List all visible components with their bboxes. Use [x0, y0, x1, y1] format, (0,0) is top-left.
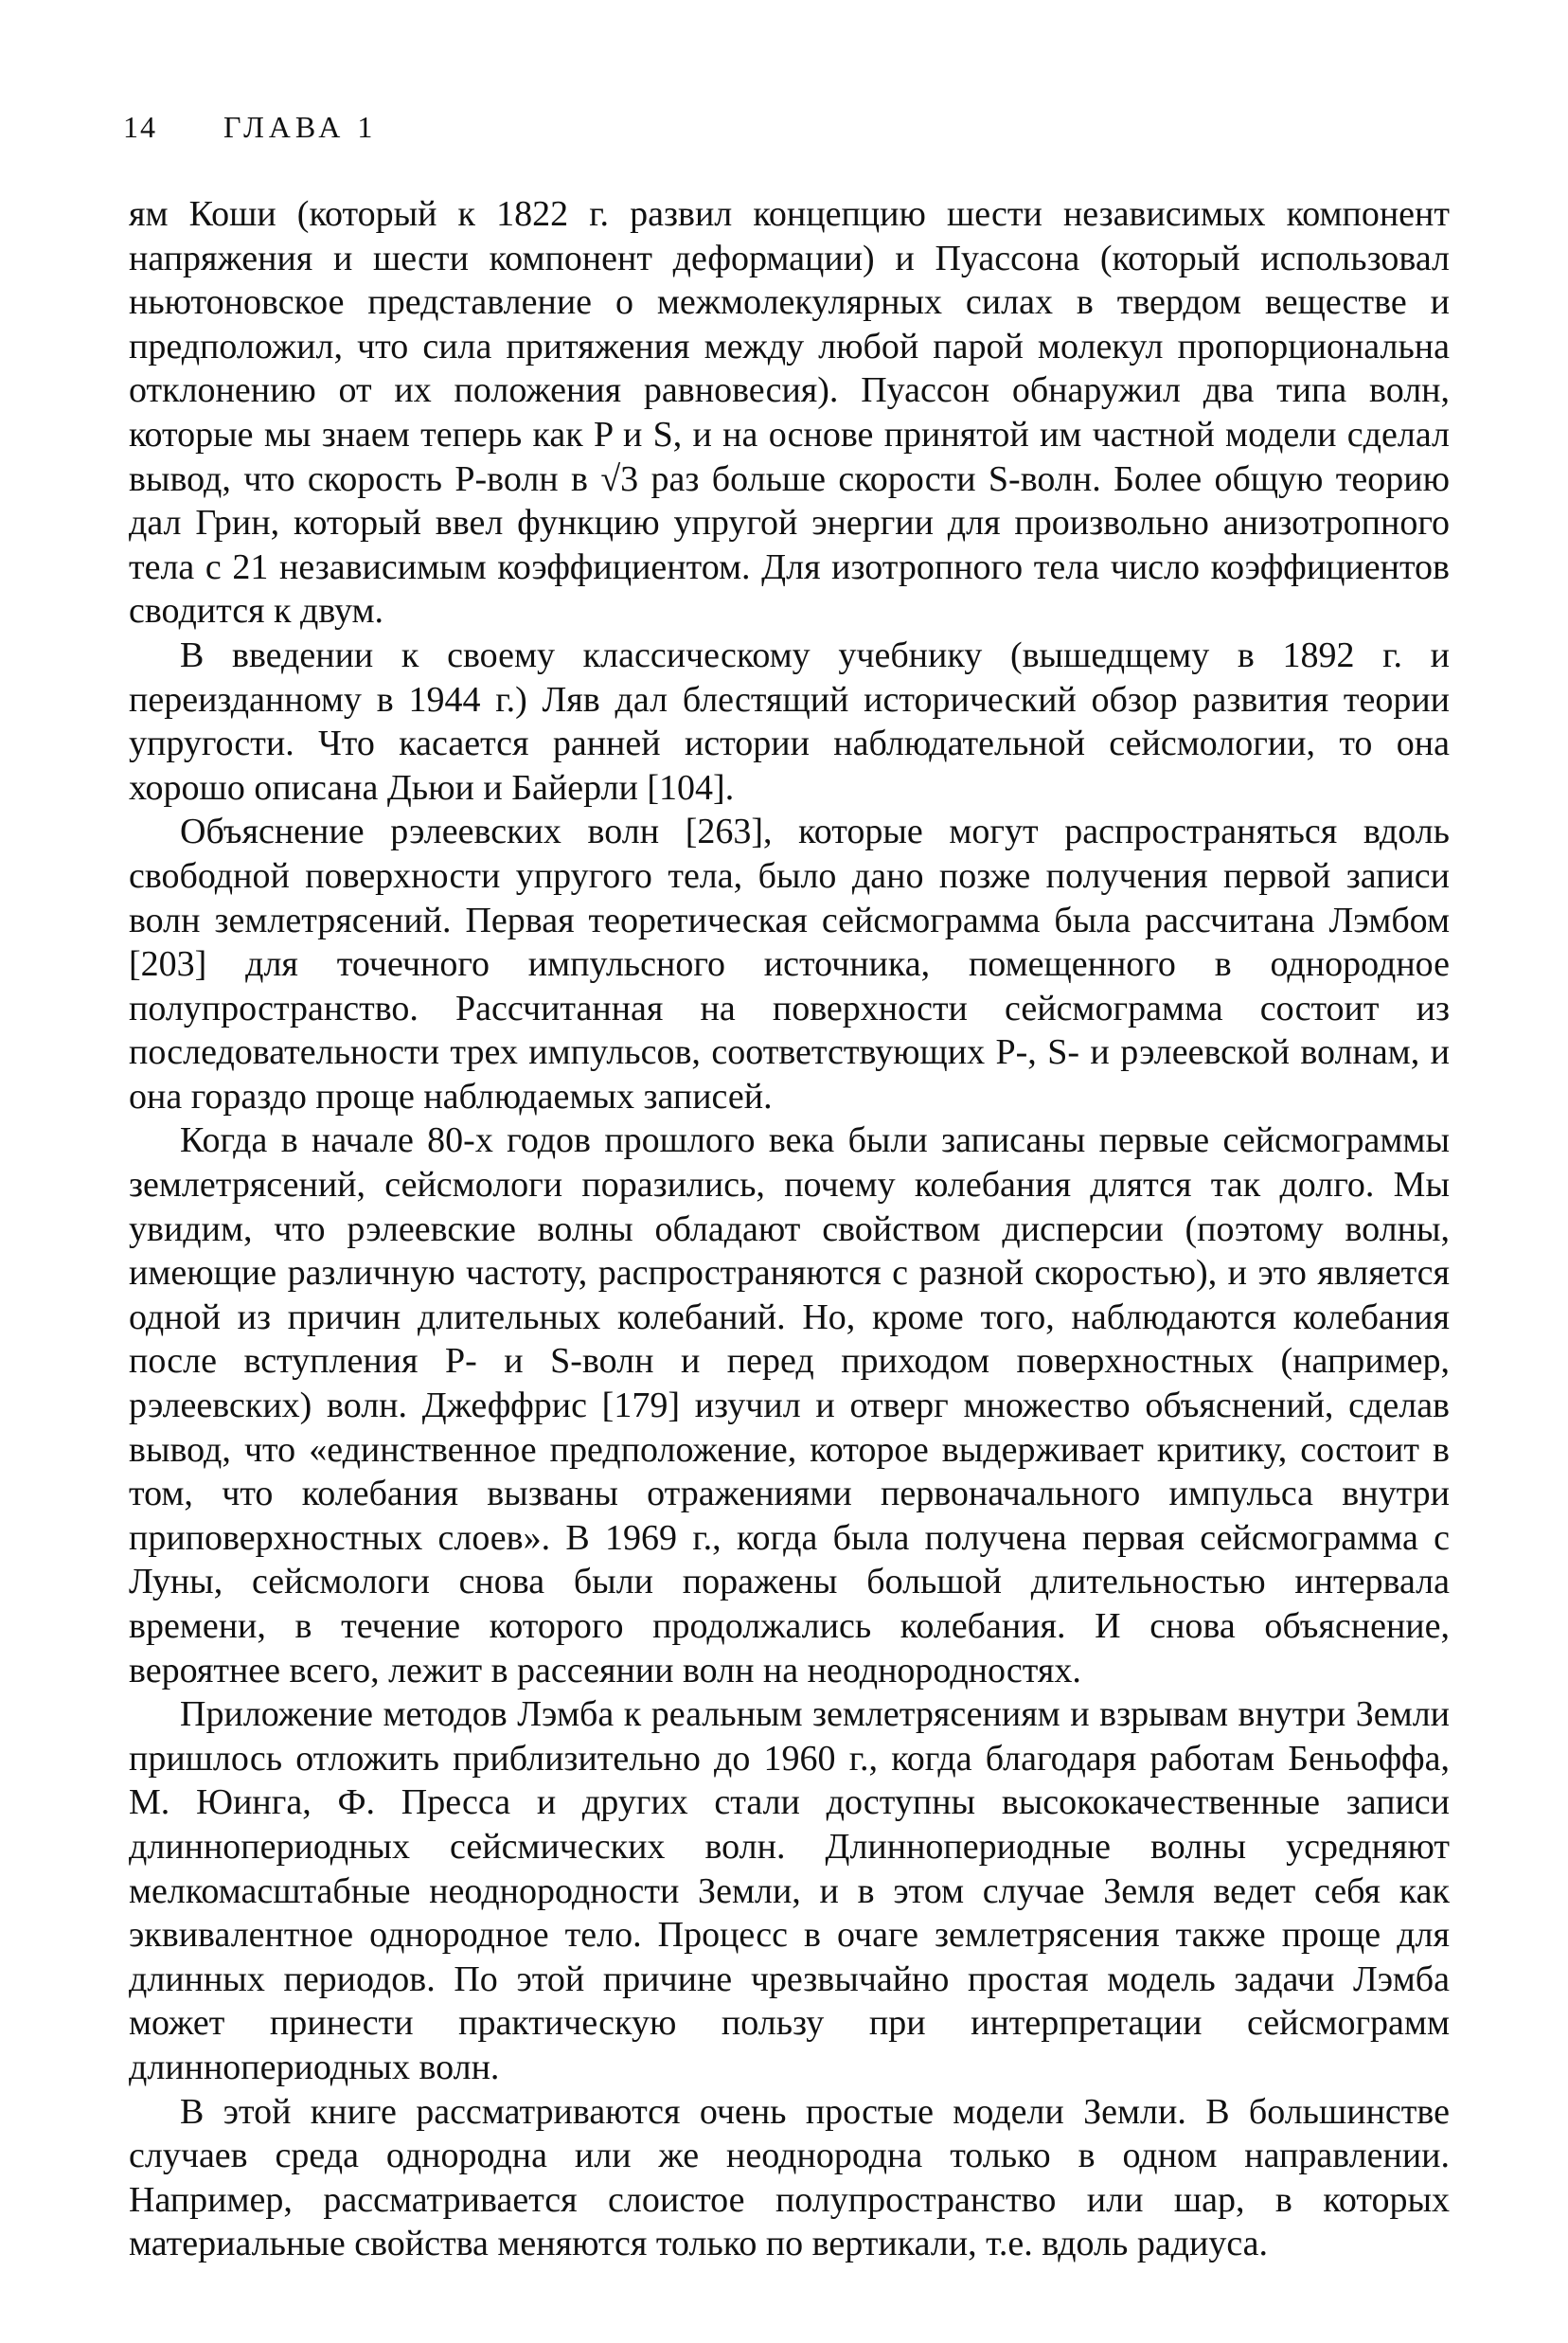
paragraph-1: ям Коши (который к 1822 г. развил концепцию шести независимых компонент напряжения и шести компонент деформации) и Пуассона (который использовал ньютоновское представление о межмолекулярных силах в твердом веществе и предположил, что сила притяжения между любой парой молекул пропорциональна отклонению от их положения равновесия). Пуассон обнаружил два типа волн, которые мы знаем теперь как P и S, и на основе принятой им частной модели сделал вывод, что скорость P-волн в √3 раз больше скорости S-волн. Более общую теорию дал Грин, который ввел функцию упругой энергии для произвольно анизотропного тела с 21 независимым коэффициентом. Для изотропного тела число коэффициентов сводится к двум.	[129, 194, 1450, 632]
paragraph-2: В введении к своему классическому учебнику (вышедщему в 1892 г. и переизданному в 1944 г.) Ляв дал блестящий исторический обзор развития теории упругости. Что касается ранней истории наблюдательной сейсмологии, то она хорошо описана Дьюи и Байерли [104].	[129, 635, 1450, 808]
running-head	[123, 110, 377, 145]
page-number: 14	[123, 110, 157, 144]
chapter-label: ГЛАВА 1	[223, 110, 378, 144]
paragraph-3: Объяснение рэлеевских волн [263], которые могут распространяться вдоль свободной поверхности упругого тела, было дано позже получения первой записи волн землетрясений. Первая теоретическая сейсмограмма была рассчитана Лэмбом [203] для точечного импульсного источника, помещенного в однородное полупространство. Рассчитанная на поверхности сейсмограмма состоит из последовательности трех импульсов, соответствующих P-, S- и рэлеевской волнам, и она гораздо проще наблюдаемых записей.	[129, 812, 1450, 1117]
paragraph-4: Когда в начале 80-х годов прошлого века были записаны первые сейсмограммы землетрясений, сейсмологи поразились, почему колебания длятся так долго. Мы увидим, что рэлеевские волны обладают свойством дисперсии (поэтому волны, имеющие различную частоту, распространяются с разной скоростью), и это является одной из причин длительных колебаний. Но, кроме того, наблюдаются колебания после вступления P- и S-волн и перед приходом поверхностных (например, рэлеевских) волн. Джеффрис [179] изучил и отверг множество объяснений, сделав вывод, что «единственное предположение, которое выдерживает критику, состоит в том, что колебания вызваны отражениями первоначального импульса внутри приповерхностных слоев». В 1969 г., когда была получена первая сейсмограмма с Луны, сейсмологи снова были поражены большой длительностью интервала времени, в течение которого продолжались колебания. И снова объяснение, вероятнее всего, лежит в рассеянии волн на неоднородностях.	[129, 1120, 1450, 1690]
body-text	[129, 192, 1450, 2266]
paragraph-6: В этой книге рассматриваются очень простые модели Земли. В большинстве случаев среда однородна или же неоднородна только в одном направлении. Например, рассматривается слоистое полупространство или шар, в которых материальные свойства меняются только по вертикали, т.е. вдоль радиуса.	[129, 2091, 1450, 2264]
paragraph-5: Приложение методов Лэмба к реальным землетрясениям и взрывам внутри Земли пришлось отложить приблизительно до 1960 г., когда благодаря работам Беньоффа, М. Юинга, Ф. Пресса и других стали доступны высококачественные записи длиннопериодных сейсмических волн. Длиннопериодные волны усредняют мелкомасштабные неоднородности Земли, и в этом случае Земля ведет себя как эквивалентное однородное тело. Процесс в очаге землетрясения также проще для длинных периодов. По этой причине чрезвычайно простая модель задачи Лэмба может принести практическую пользу при интерпретации сейсмограмм длиннопериодных волн.	[129, 1694, 1450, 2087]
